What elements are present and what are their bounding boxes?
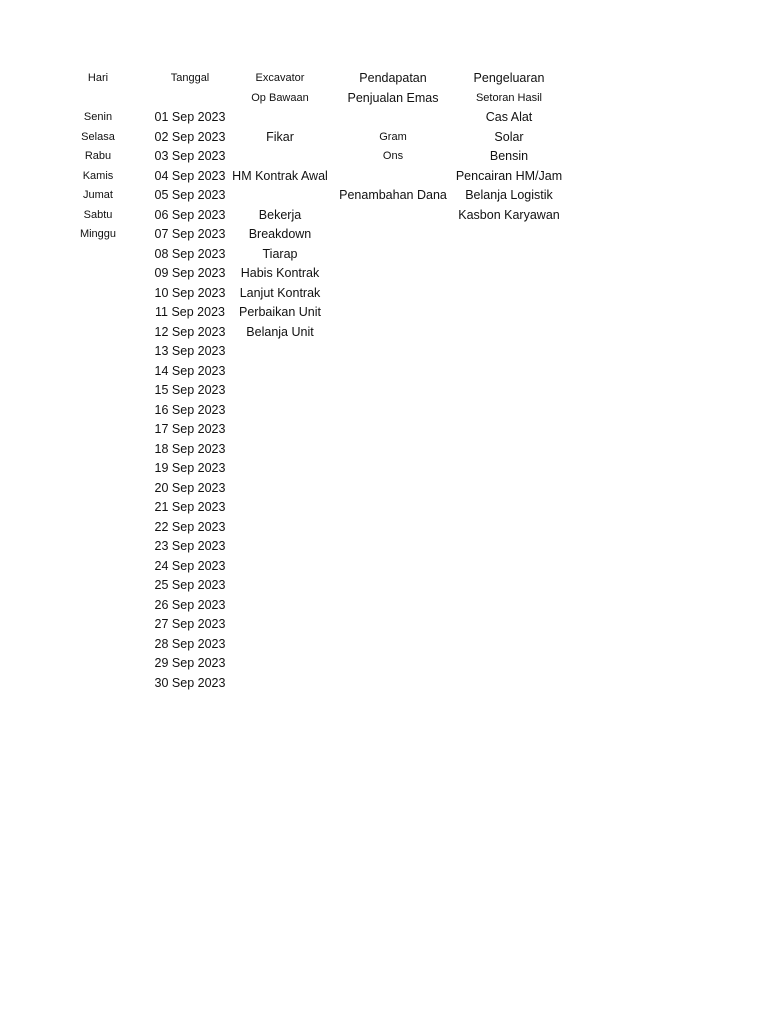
column-hari — [58, 69, 138, 245]
cell-excavator — [225, 108, 335, 128]
cell-tanggal: 14 Sep 2023 — [154, 363, 226, 378]
cell-excavator: Perbaikan Unit — [239, 305, 321, 319]
cell-pengeluaran: Belanja Logistik — [465, 188, 553, 202]
cell-tanggal: 19 Sep 2023 — [154, 461, 226, 475]
cell-pengeluaran: Cas Alat — [485, 110, 533, 124]
cell-excavator: Op Bawaan — [251, 91, 309, 104]
cell-pendapatan: Gram — [379, 130, 407, 143]
cell-tanggal: 09 Sep 2023 — [154, 266, 226, 280]
cell-pendapatan: Penambahan Dana — [339, 188, 447, 202]
cell-tanggal: 20 Sep 2023 — [154, 480, 226, 495]
cell-pendapatan: Ons — [382, 150, 404, 162]
cell-hari: Minggu — [79, 228, 117, 240]
cell-pengeluaran: Setoran Hasil — [475, 91, 543, 104]
cell-tanggal: 08 Sep 2023 — [154, 246, 226, 261]
cell-tanggal: 05 Sep 2023 — [154, 188, 226, 202]
column-tanggal — [145, 69, 235, 693]
cell-pengeluaran: Bensin — [489, 149, 529, 163]
cell-excavator — [225, 186, 335, 206]
cell-hari — [58, 89, 138, 109]
cell-tanggal: 03 Sep 2023 — [154, 149, 226, 163]
cell-pendapatan — [333, 167, 453, 187]
cell-tanggal: 16 Sep 2023 — [154, 402, 226, 417]
cell-pendapatan: Penjualan Emas — [347, 90, 439, 105]
cell-tanggal: 27 Sep 2023 — [154, 617, 226, 631]
cell-tanggal: 01 Sep 2023 — [154, 110, 226, 124]
cell-tanggal: 15 Sep 2023 — [154, 383, 226, 397]
cell-tanggal: 13 Sep 2023 — [154, 344, 226, 358]
cell-excavator: Belanja Unit — [246, 324, 314, 339]
header-pendapatan: Pendapatan — [359, 71, 427, 85]
cell-tanggal: 02 Sep 2023 — [154, 129, 226, 144]
header-excavator: Excavator — [255, 72, 305, 84]
column-excavator — [225, 69, 335, 342]
cell-excavator — [225, 147, 335, 167]
cell-pendapatan — [333, 108, 453, 128]
cell-hari: Rabu — [84, 150, 112, 162]
cell-tanggal: 23 Sep 2023 — [154, 539, 226, 553]
cell-tanggal: 17 Sep 2023 — [154, 422, 226, 436]
cell-tanggal: 25 Sep 2023 — [154, 578, 226, 592]
cell-tanggal: 04 Sep 2023 — [154, 168, 226, 183]
cell-hari: Jumat — [83, 189, 113, 201]
cell-tanggal: 24 Sep 2023 — [154, 558, 226, 573]
cell-excavator: Breakdown — [248, 227, 312, 241]
cell-hari: Sabtu — [83, 208, 113, 221]
column-pendapatan — [333, 69, 453, 206]
header-pengeluaran: Pengeluaran — [473, 71, 545, 85]
cell-tanggal: 10 Sep 2023 — [154, 285, 226, 300]
cell-tanggal: 30 Sep 2023 — [154, 675, 226, 690]
cell-tanggal: 06 Sep 2023 — [154, 207, 226, 222]
cell-pengeluaran: Kasbon Karyawan — [458, 207, 560, 222]
cell-excavator: Tiarap — [262, 246, 298, 261]
cell-excavator: HM Kontrak Awal — [232, 168, 328, 183]
column-pengeluaran — [449, 69, 569, 225]
cell-tanggal: 22 Sep 2023 — [154, 519, 226, 534]
cell-excavator: Fikar — [266, 129, 294, 144]
cell-excavator: Habis Kontrak — [240, 266, 320, 280]
cell-pengeluaran: Solar — [494, 129, 524, 144]
header-hari: Hari — [87, 72, 109, 84]
cell-tanggal — [145, 89, 235, 109]
cell-tanggal: 12 Sep 2023 — [154, 324, 226, 339]
cell-tanggal: 18 Sep 2023 — [154, 441, 226, 456]
cell-excavator: Bekerja — [258, 207, 302, 222]
cell-tanggal: 28 Sep 2023 — [154, 636, 226, 651]
cell-hari: Kamis — [82, 169, 114, 182]
cell-hari: Senin — [83, 111, 113, 123]
cell-tanggal: 11 Sep 2023 — [155, 305, 225, 319]
header-tanggal: Tanggal — [170, 72, 210, 84]
cell-tanggal: 21 Sep 2023 — [154, 500, 226, 514]
cell-tanggal: 26 Sep 2023 — [154, 597, 226, 612]
cell-tanggal: 29 Sep 2023 — [154, 656, 226, 670]
cell-pengeluaran: Pencairan HM/Jam — [455, 168, 563, 183]
cell-tanggal: 07 Sep 2023 — [154, 227, 226, 241]
cell-hari: Selasa — [81, 130, 115, 143]
cell-excavator: Lanjut Kontrak — [239, 285, 321, 300]
